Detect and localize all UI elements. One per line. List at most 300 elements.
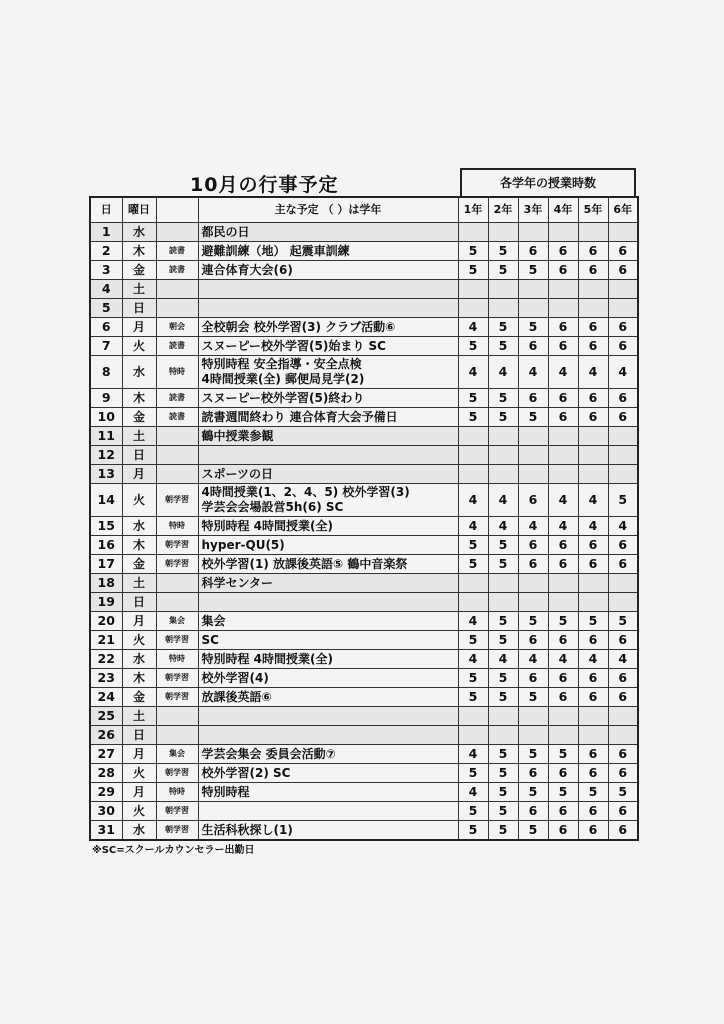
day-cell: 30 bbox=[90, 802, 122, 821]
hours-cell: 5 bbox=[458, 408, 488, 427]
table-row bbox=[90, 555, 638, 574]
hours-cell: 5 bbox=[488, 318, 518, 337]
table-row bbox=[90, 337, 638, 356]
hours-cell: 6 bbox=[608, 261, 638, 280]
hours-cell bbox=[578, 707, 608, 726]
hours-cell: 5 bbox=[548, 612, 578, 631]
hours-cell: 5 bbox=[518, 261, 548, 280]
hours-cell: 6 bbox=[578, 408, 608, 427]
hours-cell: 4 bbox=[488, 517, 518, 536]
hours-cell: 6 bbox=[518, 555, 548, 574]
hours-cell: 5 bbox=[518, 318, 548, 337]
weekday-cell: 水 bbox=[122, 650, 156, 669]
day-cell: 20 bbox=[90, 612, 122, 631]
day-cell: 25 bbox=[90, 707, 122, 726]
hours-cell: 6 bbox=[548, 261, 578, 280]
hours-cell bbox=[548, 446, 578, 465]
day-cell: 12 bbox=[90, 446, 122, 465]
hours-cell: 6 bbox=[518, 536, 548, 555]
hours-cell bbox=[578, 280, 608, 299]
hours-cell: 5 bbox=[488, 745, 518, 764]
page-title: 10月の行事予定 bbox=[190, 174, 339, 196]
event-cell bbox=[198, 536, 458, 555]
tag-cell: 集会 bbox=[156, 745, 198, 764]
event-cell bbox=[198, 280, 458, 299]
hours-cell bbox=[548, 593, 578, 612]
day-cell: 11 bbox=[90, 427, 122, 446]
table-row bbox=[90, 783, 638, 802]
tag-cell: 朝会 bbox=[156, 318, 198, 337]
event-line: 特別時程 安全指導・安全点検 bbox=[201, 357, 362, 371]
hours-cell bbox=[518, 280, 548, 299]
hours-cell: 5 bbox=[608, 612, 638, 631]
day-cell: 7 bbox=[90, 337, 122, 356]
hours-cell: 5 bbox=[488, 783, 518, 802]
hours-cell: 6 bbox=[578, 802, 608, 821]
day-cell: 24 bbox=[90, 688, 122, 707]
tag-cell bbox=[156, 593, 198, 612]
hours-cell: 6 bbox=[548, 555, 578, 574]
hours-cell: 5 bbox=[608, 484, 638, 517]
event-line: スポーツの日 bbox=[201, 466, 274, 481]
weekday-cell: 土 bbox=[122, 707, 156, 726]
event-cell bbox=[198, 631, 458, 650]
tag-cell: 朝学習 bbox=[156, 631, 198, 650]
table-row bbox=[90, 650, 638, 669]
event-cell bbox=[198, 574, 458, 593]
hours-cell: 4 bbox=[518, 356, 548, 389]
header-event: 主な予定 （ ）は学年 bbox=[198, 197, 458, 223]
table-row bbox=[90, 536, 638, 555]
hours-cell: 6 bbox=[608, 631, 638, 650]
hours-cell bbox=[518, 299, 548, 318]
hours-cell bbox=[488, 280, 518, 299]
hours-cell bbox=[608, 299, 638, 318]
table-row bbox=[90, 593, 638, 612]
event-cell bbox=[198, 764, 458, 783]
hours-cell: 5 bbox=[488, 688, 518, 707]
hours-cell: 4 bbox=[458, 612, 488, 631]
hours-cell: 6 bbox=[518, 631, 548, 650]
hours-cell: 5 bbox=[458, 242, 488, 261]
event-line: 4時間授業(1、2、4、5) 校外学習(3) bbox=[201, 485, 410, 499]
hours-cell: 6 bbox=[578, 821, 608, 841]
hours-cell: 6 bbox=[608, 536, 638, 555]
hours-cell: 6 bbox=[518, 764, 548, 783]
hours-cell: 6 bbox=[578, 631, 608, 650]
weekday-cell: 水 bbox=[122, 517, 156, 536]
hours-cell: 6 bbox=[578, 389, 608, 408]
hours-cell bbox=[578, 593, 608, 612]
hours-cell: 6 bbox=[548, 242, 578, 261]
weekday-cell: 日 bbox=[122, 446, 156, 465]
tag-cell: 朝学習 bbox=[156, 764, 198, 783]
day-cell: 18 bbox=[90, 574, 122, 593]
tag-cell: 朝学習 bbox=[156, 688, 198, 707]
event-cell bbox=[198, 555, 458, 574]
hours-cell: 5 bbox=[488, 555, 518, 574]
header-grade: 6年 bbox=[608, 197, 638, 223]
hours-cell: 6 bbox=[548, 536, 578, 555]
hours-cell: 5 bbox=[518, 612, 548, 631]
tag-cell bbox=[156, 223, 198, 242]
day-cell: 4 bbox=[90, 280, 122, 299]
event-cell bbox=[198, 517, 458, 536]
event-cell bbox=[198, 688, 458, 707]
hours-cell: 5 bbox=[458, 688, 488, 707]
hours-cell: 6 bbox=[608, 389, 638, 408]
table-row bbox=[90, 261, 638, 280]
hours-cell: 6 bbox=[608, 337, 638, 356]
table-row bbox=[90, 574, 638, 593]
table-row bbox=[90, 299, 638, 318]
day-cell: 1 bbox=[90, 223, 122, 242]
hours-cell: 5 bbox=[488, 802, 518, 821]
table-row bbox=[90, 707, 638, 726]
hours-cell bbox=[488, 593, 518, 612]
hours-cell: 6 bbox=[608, 821, 638, 841]
day-cell: 13 bbox=[90, 465, 122, 484]
hours-cell: 5 bbox=[518, 408, 548, 427]
event-cell bbox=[198, 669, 458, 688]
hours-cell: 4 bbox=[458, 318, 488, 337]
tag-cell bbox=[156, 574, 198, 593]
day-cell: 28 bbox=[90, 764, 122, 783]
table-row bbox=[90, 688, 638, 707]
hours-cell: 6 bbox=[578, 745, 608, 764]
hours-cell: 4 bbox=[548, 484, 578, 517]
hours-cell: 4 bbox=[608, 650, 638, 669]
hours-cell bbox=[458, 280, 488, 299]
hours-cell: 4 bbox=[578, 517, 608, 536]
hours-cell: 4 bbox=[458, 650, 488, 669]
day-cell: 29 bbox=[90, 783, 122, 802]
day-cell: 6 bbox=[90, 318, 122, 337]
event-line: 特別時程 4時間授業(全) bbox=[201, 518, 333, 533]
hours-cell: 6 bbox=[548, 389, 578, 408]
hours-cell: 4 bbox=[518, 650, 548, 669]
event-line: 学芸会会場設営5h(6) SC bbox=[201, 500, 344, 514]
event-cell bbox=[198, 707, 458, 726]
weekday-cell: 土 bbox=[122, 427, 156, 446]
hours-cell: 6 bbox=[608, 802, 638, 821]
hours-cell: 6 bbox=[548, 688, 578, 707]
weekday-cell: 木 bbox=[122, 389, 156, 408]
weekday-cell: 金 bbox=[122, 688, 156, 707]
event-line: 特別時程 4時間授業(全) bbox=[201, 651, 333, 666]
hours-cell bbox=[548, 574, 578, 593]
event-line: 校外学習(4) bbox=[201, 670, 269, 685]
weekday-cell: 土 bbox=[122, 574, 156, 593]
hours-cell: 6 bbox=[578, 337, 608, 356]
hours-cell: 4 bbox=[548, 356, 578, 389]
hours-cell: 6 bbox=[608, 408, 638, 427]
event-line: 生活科秋探し(1) bbox=[201, 822, 293, 837]
event-line: SC bbox=[201, 632, 219, 647]
hours-cell bbox=[608, 593, 638, 612]
weekday-cell: 水 bbox=[122, 356, 156, 389]
hours-cell: 5 bbox=[548, 745, 578, 764]
hours-cell bbox=[458, 427, 488, 446]
hours-cell bbox=[458, 574, 488, 593]
tag-cell: 集会 bbox=[156, 612, 198, 631]
tag-cell bbox=[156, 707, 198, 726]
hours-cell bbox=[458, 726, 488, 745]
hours-cell: 5 bbox=[488, 821, 518, 841]
event-cell bbox=[198, 408, 458, 427]
hours-cell bbox=[458, 593, 488, 612]
header-tag bbox=[156, 197, 198, 223]
tag-cell: 特時 bbox=[156, 783, 198, 802]
event-line: 読書週間終わり 連合体育大会予備日 bbox=[201, 409, 398, 424]
event-line: 特別時程 bbox=[201, 784, 250, 799]
hours-cell bbox=[518, 465, 548, 484]
table-row bbox=[90, 446, 638, 465]
event-cell bbox=[198, 223, 458, 242]
event-cell bbox=[198, 427, 458, 446]
hours-cell bbox=[518, 223, 548, 242]
event-cell bbox=[198, 389, 458, 408]
weekday-cell: 月 bbox=[122, 745, 156, 764]
table-row bbox=[90, 631, 638, 650]
weekday-cell: 木 bbox=[122, 242, 156, 261]
table-row bbox=[90, 223, 638, 242]
day-cell: 27 bbox=[90, 745, 122, 764]
hours-cell bbox=[518, 574, 548, 593]
weekday-cell: 金 bbox=[122, 408, 156, 427]
weekday-cell: 火 bbox=[122, 484, 156, 517]
hours-cell: 6 bbox=[548, 669, 578, 688]
event-line: 4時間授業(全) 郵便局見学(2) bbox=[201, 372, 365, 386]
weekday-cell: 月 bbox=[122, 318, 156, 337]
hours-cell: 6 bbox=[578, 555, 608, 574]
hours-cell bbox=[518, 707, 548, 726]
hours-cell bbox=[578, 299, 608, 318]
hours-cell bbox=[548, 726, 578, 745]
hours-cell: 5 bbox=[458, 389, 488, 408]
hours-cell: 5 bbox=[458, 631, 488, 650]
table-row bbox=[90, 427, 638, 446]
event-line: 学芸会集会 委員会活動⑦ bbox=[201, 746, 336, 761]
event-line: スヌーピー校外学習(5)始まり SC bbox=[201, 338, 386, 353]
day-cell: 2 bbox=[90, 242, 122, 261]
event-cell bbox=[198, 726, 458, 745]
event-cell bbox=[198, 484, 458, 517]
schedule-table bbox=[89, 196, 639, 841]
table-row bbox=[90, 745, 638, 764]
hours-cell: 4 bbox=[488, 356, 518, 389]
tag-cell bbox=[156, 446, 198, 465]
hours-cell bbox=[488, 427, 518, 446]
hours-cell: 6 bbox=[578, 536, 608, 555]
hours-cell: 5 bbox=[458, 555, 488, 574]
day-cell: 22 bbox=[90, 650, 122, 669]
event-line: 校外学習(2) SC bbox=[201, 765, 291, 780]
tag-cell: 読書 bbox=[156, 389, 198, 408]
hours-cell bbox=[578, 574, 608, 593]
hours-cell: 6 bbox=[608, 318, 638, 337]
tag-cell: 特時 bbox=[156, 356, 198, 389]
hours-cell bbox=[458, 707, 488, 726]
header-grade: 1年 bbox=[458, 197, 488, 223]
hours-cell: 6 bbox=[548, 408, 578, 427]
hours-cell bbox=[488, 223, 518, 242]
hours-cell: 6 bbox=[548, 802, 578, 821]
hours-cell: 4 bbox=[458, 517, 488, 536]
hours-cell: 6 bbox=[548, 337, 578, 356]
weekday-cell: 月 bbox=[122, 783, 156, 802]
tag-cell bbox=[156, 465, 198, 484]
hours-cell bbox=[608, 446, 638, 465]
weekday-cell: 火 bbox=[122, 337, 156, 356]
table-row bbox=[90, 465, 638, 484]
hours-header: 各学年の授業時数 bbox=[460, 168, 636, 196]
hours-cell: 6 bbox=[578, 669, 608, 688]
table-row bbox=[90, 726, 638, 745]
hours-cell: 4 bbox=[518, 517, 548, 536]
event-cell bbox=[198, 650, 458, 669]
tag-cell: 朝学習 bbox=[156, 536, 198, 555]
event-cell bbox=[198, 612, 458, 631]
hours-cell: 5 bbox=[488, 536, 518, 555]
hours-cell bbox=[488, 707, 518, 726]
hours-cell bbox=[578, 446, 608, 465]
day-cell: 16 bbox=[90, 536, 122, 555]
table-row bbox=[90, 764, 638, 783]
hours-cell: 5 bbox=[458, 337, 488, 356]
hours-cell: 6 bbox=[578, 764, 608, 783]
event-cell bbox=[198, 593, 458, 612]
hours-cell: 5 bbox=[488, 389, 518, 408]
hours-cell bbox=[608, 223, 638, 242]
hours-cell: 4 bbox=[548, 650, 578, 669]
table-row bbox=[90, 318, 638, 337]
table-row bbox=[90, 669, 638, 688]
hours-cell: 5 bbox=[488, 612, 518, 631]
weekday-cell: 火 bbox=[122, 631, 156, 650]
hours-cell: 6 bbox=[578, 688, 608, 707]
weekday-cell: 月 bbox=[122, 612, 156, 631]
hours-cell: 4 bbox=[608, 356, 638, 389]
day-cell: 15 bbox=[90, 517, 122, 536]
weekday-cell: 日 bbox=[122, 726, 156, 745]
hours-cell: 6 bbox=[518, 389, 548, 408]
hours-cell: 5 bbox=[518, 745, 548, 764]
day-cell: 14 bbox=[90, 484, 122, 517]
event-cell bbox=[198, 299, 458, 318]
hours-cell: 5 bbox=[458, 669, 488, 688]
day-cell: 8 bbox=[90, 356, 122, 389]
event-line: 都民の日 bbox=[201, 224, 250, 239]
tag-cell: 朝学習 bbox=[156, 669, 198, 688]
hours-cell bbox=[608, 726, 638, 745]
event-line: 放課後英語⑥ bbox=[201, 689, 272, 704]
header-grade: 4年 bbox=[548, 197, 578, 223]
hours-cell bbox=[548, 707, 578, 726]
hours-cell: 5 bbox=[518, 821, 548, 841]
header-day: 日 bbox=[90, 197, 122, 223]
tag-cell bbox=[156, 280, 198, 299]
tag-cell: 読書 bbox=[156, 261, 198, 280]
hours-cell: 6 bbox=[518, 669, 548, 688]
table-header-row bbox=[90, 197, 638, 223]
hours-cell: 6 bbox=[608, 242, 638, 261]
tag-cell: 朝学習 bbox=[156, 802, 198, 821]
weekday-cell: 火 bbox=[122, 764, 156, 783]
hours-cell bbox=[458, 446, 488, 465]
hours-cell: 4 bbox=[458, 484, 488, 517]
hours-cell bbox=[578, 427, 608, 446]
hours-cell: 5 bbox=[488, 764, 518, 783]
event-line: 避難訓練（地） 起震車訓練 bbox=[201, 243, 350, 258]
weekday-cell: 月 bbox=[122, 465, 156, 484]
event-cell bbox=[198, 337, 458, 356]
hours-cell bbox=[458, 299, 488, 318]
hours-cell: 4 bbox=[458, 745, 488, 764]
tag-cell: 読書 bbox=[156, 337, 198, 356]
hours-cell: 4 bbox=[578, 356, 608, 389]
tag-cell: 朝学習 bbox=[156, 821, 198, 841]
hours-cell: 6 bbox=[548, 821, 578, 841]
hours-cell: 6 bbox=[548, 764, 578, 783]
weekday-cell: 金 bbox=[122, 261, 156, 280]
hours-cell: 4 bbox=[548, 517, 578, 536]
weekday-cell: 金 bbox=[122, 555, 156, 574]
event-line: 鶴中授業参観 bbox=[201, 428, 274, 443]
hours-cell bbox=[578, 223, 608, 242]
event-line: 校外学習(1) 放課後英語⑤ 鶴中音楽祭 bbox=[201, 556, 408, 571]
hours-cell: 6 bbox=[608, 669, 638, 688]
header-grade: 2年 bbox=[488, 197, 518, 223]
event-line: hyper-QU(5) bbox=[201, 537, 285, 552]
tag-cell: 読書 bbox=[156, 242, 198, 261]
hours-cell: 4 bbox=[488, 650, 518, 669]
day-cell: 31 bbox=[90, 821, 122, 841]
hours-cell: 5 bbox=[548, 783, 578, 802]
hours-cell bbox=[608, 707, 638, 726]
hours-cell: 5 bbox=[578, 612, 608, 631]
hours-cell: 6 bbox=[608, 764, 638, 783]
hours-cell: 5 bbox=[608, 783, 638, 802]
day-cell: 17 bbox=[90, 555, 122, 574]
hours-cell bbox=[578, 465, 608, 484]
hours-cell: 5 bbox=[578, 783, 608, 802]
hours-cell: 5 bbox=[458, 536, 488, 555]
hours-cell bbox=[578, 726, 608, 745]
event-line: 集会 bbox=[201, 613, 226, 628]
weekday-cell: 火 bbox=[122, 802, 156, 821]
hours-cell bbox=[548, 465, 578, 484]
hours-cell bbox=[518, 593, 548, 612]
hours-cell: 4 bbox=[608, 517, 638, 536]
hours-cell bbox=[488, 726, 518, 745]
table-row bbox=[90, 517, 638, 536]
hours-cell: 6 bbox=[578, 242, 608, 261]
table-row bbox=[90, 821, 638, 841]
hours-cell: 6 bbox=[608, 555, 638, 574]
hours-cell: 5 bbox=[458, 821, 488, 841]
hours-cell: 6 bbox=[548, 631, 578, 650]
hours-cell: 5 bbox=[488, 408, 518, 427]
tag-cell bbox=[156, 427, 198, 446]
hours-cell bbox=[548, 223, 578, 242]
event-cell bbox=[198, 465, 458, 484]
hours-cell: 5 bbox=[488, 337, 518, 356]
hours-cell: 4 bbox=[488, 484, 518, 517]
table-row bbox=[90, 408, 638, 427]
tag-cell: 朝学習 bbox=[156, 484, 198, 517]
hours-cell bbox=[518, 726, 548, 745]
